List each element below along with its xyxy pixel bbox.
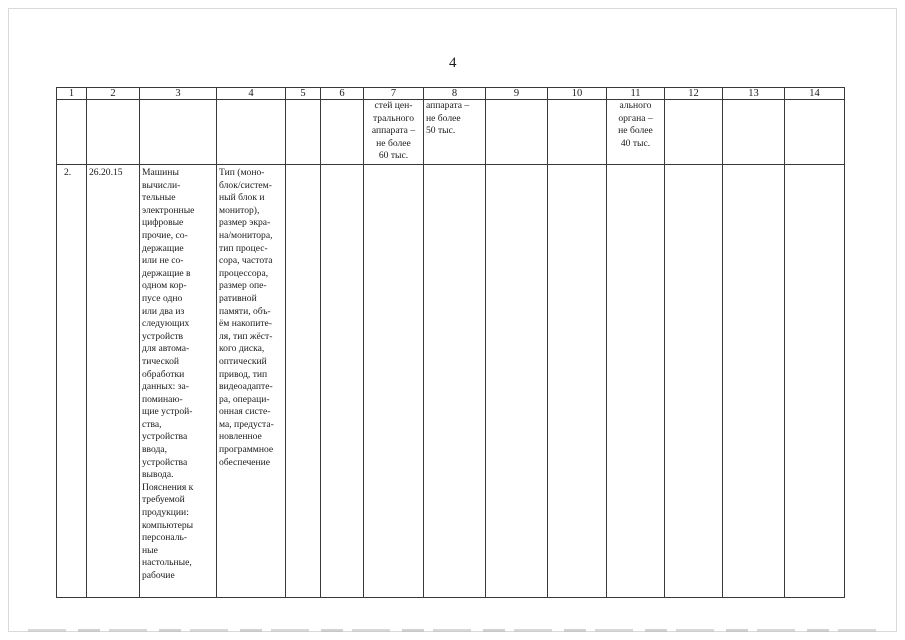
cell-empty	[286, 100, 321, 165]
regulation-table	[56, 87, 845, 598]
cell-empty	[723, 165, 785, 598]
scan-artifact-strip	[28, 629, 888, 632]
table-row	[57, 165, 845, 598]
cell-organ-limit: ального органа – не более 40 тыс.	[607, 100, 665, 165]
cell-empty	[286, 165, 321, 598]
cell-empty	[217, 100, 286, 165]
cell-empty	[321, 165, 364, 598]
continuation-row	[57, 100, 845, 165]
cell-empty	[665, 100, 723, 165]
okpd-code: 26.20.15	[87, 165, 140, 598]
cell-empty	[57, 100, 87, 165]
col-header-4: 4	[217, 88, 286, 100]
col-header-9: 9	[486, 88, 548, 100]
cell-apparatus-limit: аппарата – не более 50 тыс.	[424, 100, 486, 165]
cell-empty	[486, 100, 548, 165]
col-header-7: 7	[364, 88, 424, 100]
cell-empty	[785, 165, 845, 598]
cell-empty	[424, 165, 486, 598]
cell-central-apparatus-limit: стей цен- трального аппарата – не более 60 тыс.	[364, 100, 424, 165]
row-number: 2.	[57, 165, 87, 598]
col-header-11: 11	[607, 88, 665, 100]
col-header-3: 3	[140, 88, 217, 100]
cell-empty	[665, 165, 723, 598]
col-header-14: 14	[785, 88, 845, 100]
col-header-12: 12	[665, 88, 723, 100]
product-characteristics: Тип (моно- блок/систем- ный блок и монитор), размер экра- на/монитора, тип процес- сора, частота процессора, размер опе- ративной памяти, объ- ём накопите- ля, тип жёст- кого диска, оптический привод, тип видеоадапте- ра, операци- онная систе- ма, предуста- новленное программное обеспечение	[217, 165, 286, 598]
col-header-8: 8	[424, 88, 486, 100]
page-number: 4	[449, 55, 457, 71]
col-header-1: 1	[57, 88, 87, 100]
cell-empty	[486, 165, 548, 598]
col-header-2: 2	[87, 88, 140, 100]
cell-empty	[140, 100, 217, 165]
cell-empty	[321, 100, 364, 165]
cell-empty	[364, 165, 424, 598]
col-header-13: 13	[723, 88, 785, 100]
cell-empty	[548, 100, 607, 165]
product-name: Машины вычисли- тельные электронные цифровые прочие, со- держащие или не со- держащие в одном кор- пусе одно или два из следующих устройств для автома- тической обработки данных: за- поминаю- щие устрой- ства, устройства ввода, устройства вывода. Пояснения к требуемой продукции: компьютеры персональ- ные настольные, рабочие	[140, 165, 217, 598]
col-header-6: 6	[321, 88, 364, 100]
col-header-10: 10	[548, 88, 607, 100]
cell-empty	[548, 165, 607, 598]
cell-empty	[607, 165, 665, 598]
col-header-5: 5	[286, 88, 321, 100]
cell-empty	[723, 100, 785, 165]
cell-empty	[87, 100, 140, 165]
column-number-row	[57, 88, 845, 100]
cell-empty	[785, 100, 845, 165]
